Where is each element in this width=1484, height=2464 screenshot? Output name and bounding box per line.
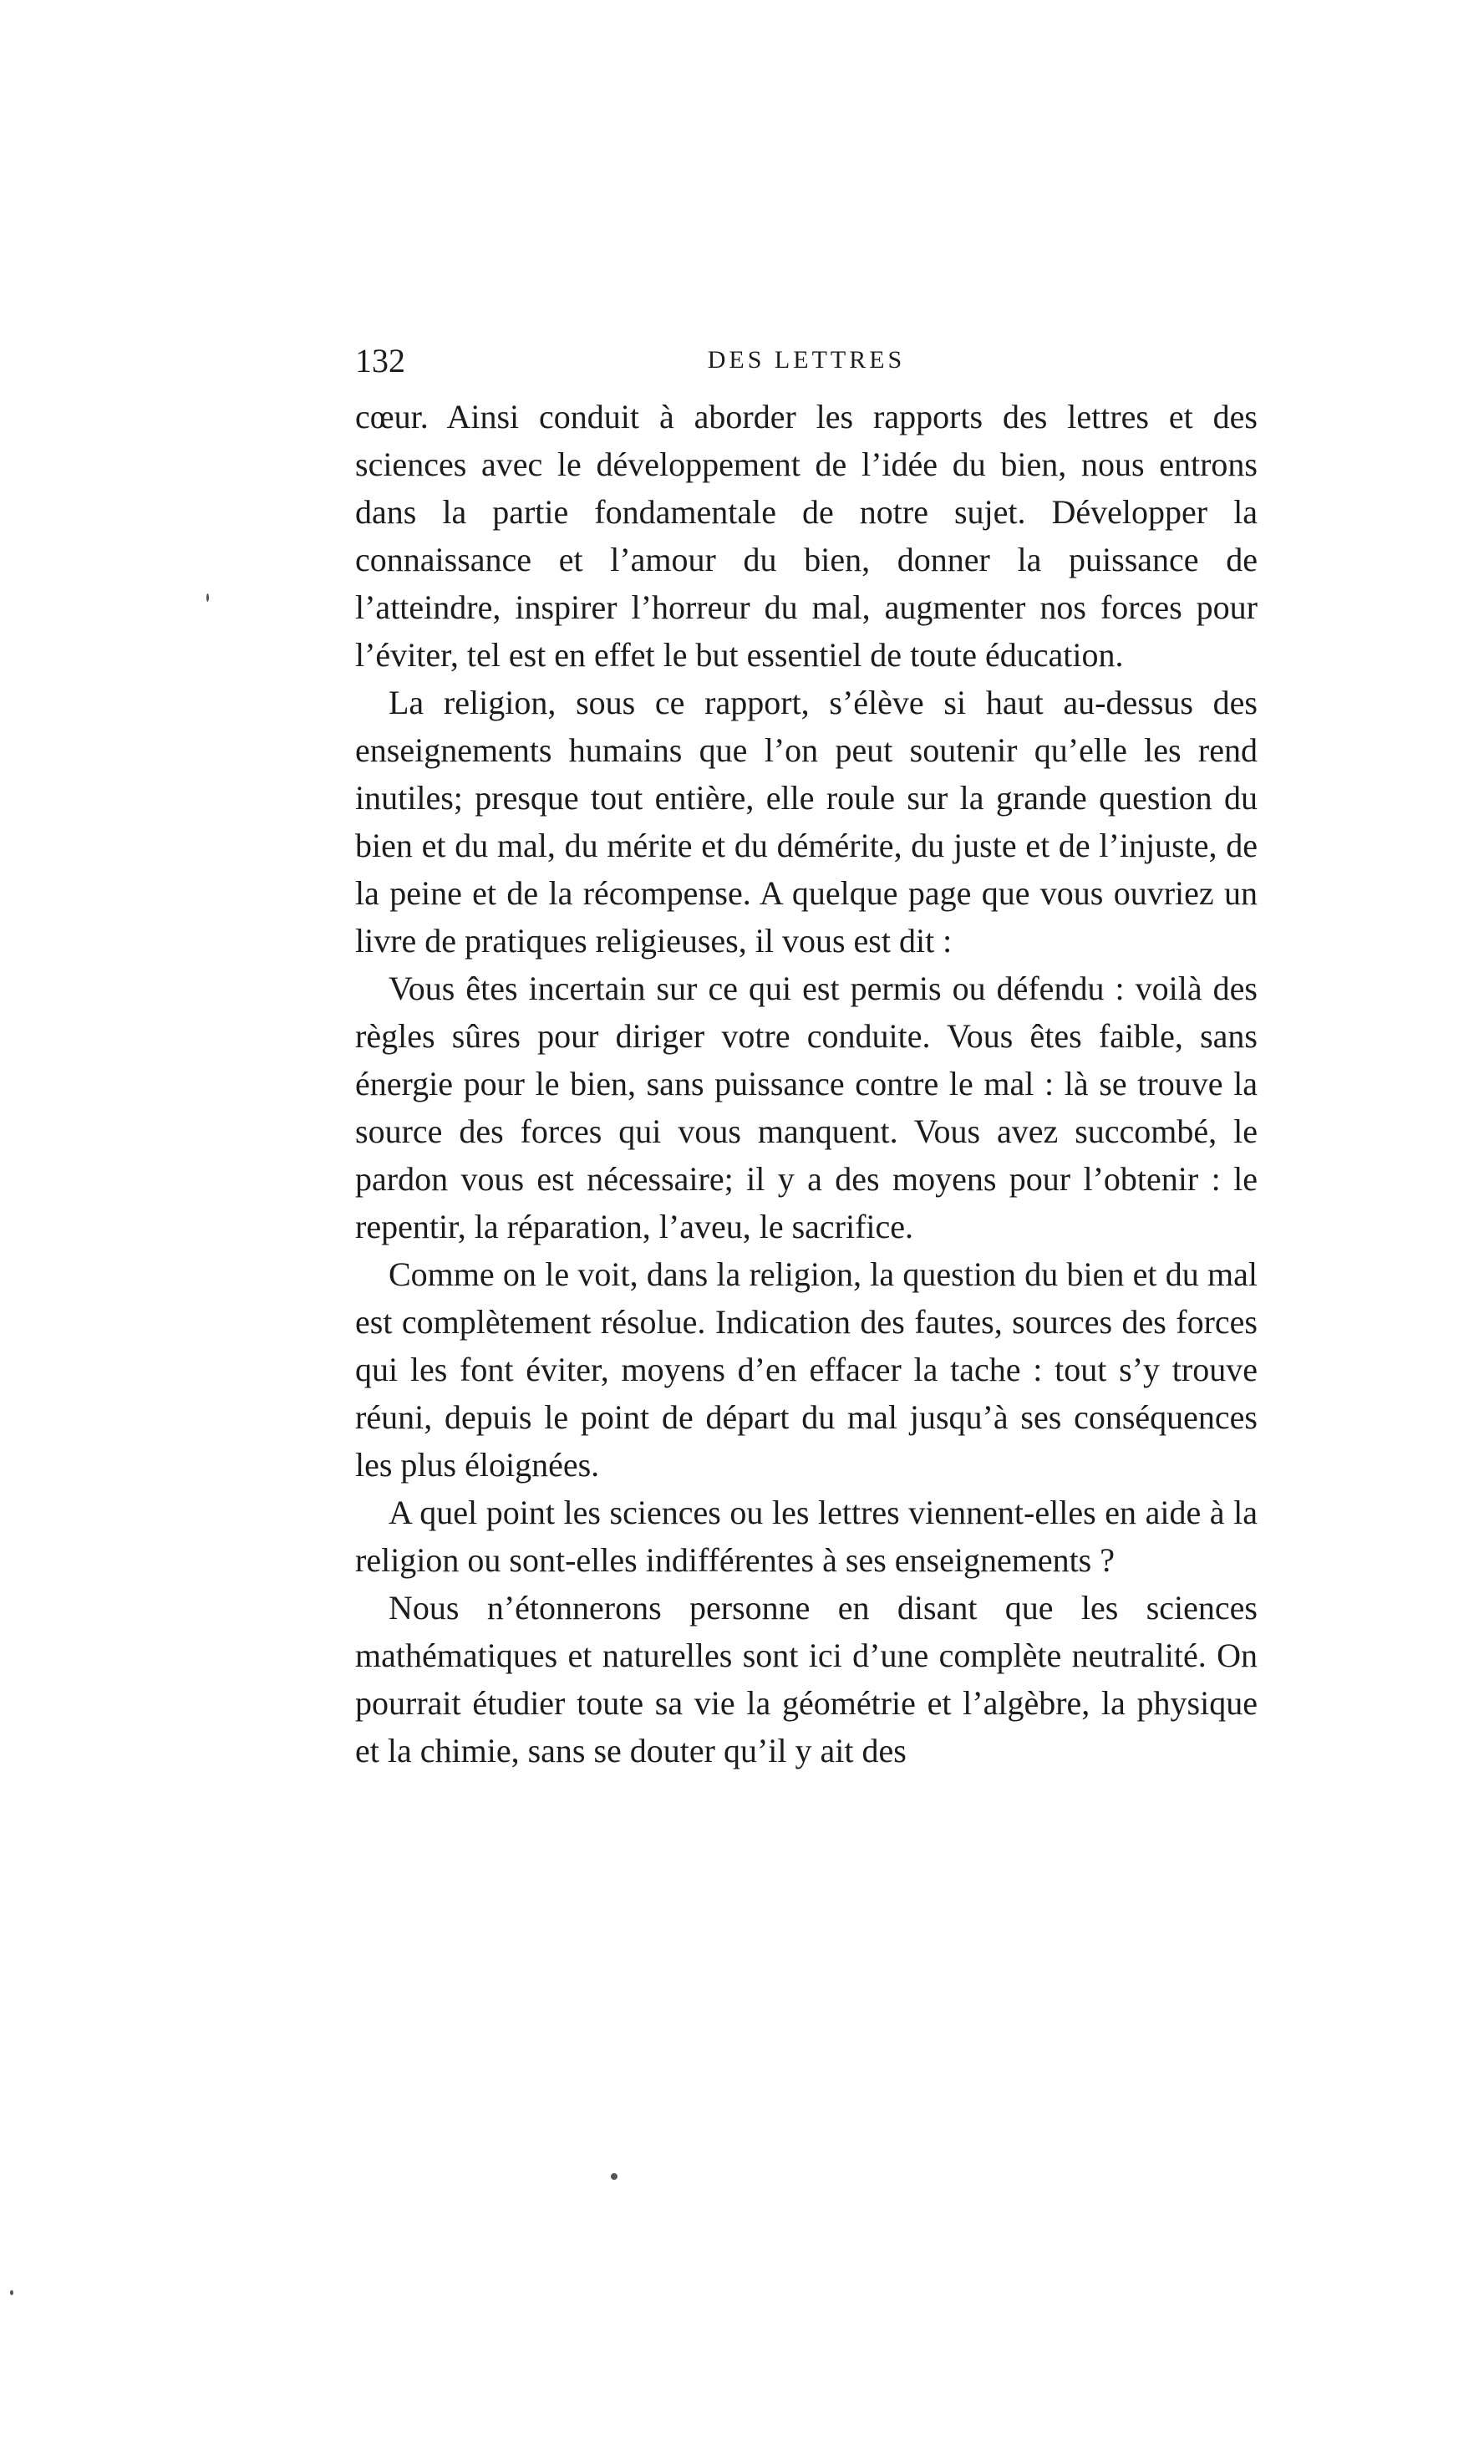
paragraph-4: Comme on le voit, dans la religion, la question du bien et du mal est complètement résolue. Indication des fautes, sources des forces qui les font éviter, moyens d’en effacer la tache : tout s’y trouve réuni, depuis le point de départ du mal jusqu’à ses conséquences les plus éloignées. (355, 1255, 1258, 1484)
scan-speck (206, 593, 209, 602)
scan-speck (611, 2173, 617, 2180)
page-number: 132 (355, 342, 405, 379)
page-header (355, 341, 1258, 383)
paragraph-2: La religion, sous ce rapport, s’élève si haut au-dessus des enseignements humains que l’on peut soutenir qu’elle les rend inutiles; presque tout entière, elle roule sur la grande question du bien et du mal, du mérite et du démérite, du juste et de l’injuste, de la peine et de la récompense. A quelque page que vous ouvriez un livre de pratiques religieuses, il vous est dit : (355, 684, 1258, 960)
paragraph-3: Vous êtes incertain sur ce qui est permis ou défendu : voilà des règles sûres pour diriger votre conduite. Vous êtes faible, sans énergie pour le bien, sans puissance contre le mal : là se trouve la source des forces qui vous manquent. Vous avez succombé, le pardon vous est nécessaire; il y a des moyens pour l’obtenir : le repentir, la réparation, l’aveu, le sacrifice. (355, 970, 1258, 1245)
paragraph-5: A quel point les sciences ou les lettres viennent-elles en aide à la religion ou sont-elles indifférentes à ses enseignements ? (355, 1494, 1258, 1579)
body-text (355, 393, 1258, 1774)
running-head: DES LETTRES (707, 346, 906, 374)
paragraph-6: Nous n’étonnerons personne en disant que les sciences mathématiques et naturelles sont ici d’une complète neutralité. On pourrait étudier toute sa vie la géométrie et l’algèbre, la physique et la chimie, sans se douter qu’il y ait des (355, 1589, 1258, 1769)
paragraph-1: cœur. Ainsi conduit à aborder les rapports des lettres et des sciences avec le développement de l’idée du bien, nous entrons dans la partie fondamentale de notre sujet. Développer la connaissance et l’amour du bien, donner la puissance de l’atteindre, inspirer l’horreur du mal, augmenter nos forces pour l’éviter, tel est en effet le but essentiel de toute éducation. (355, 398, 1258, 674)
scan-speck (10, 2290, 13, 2295)
